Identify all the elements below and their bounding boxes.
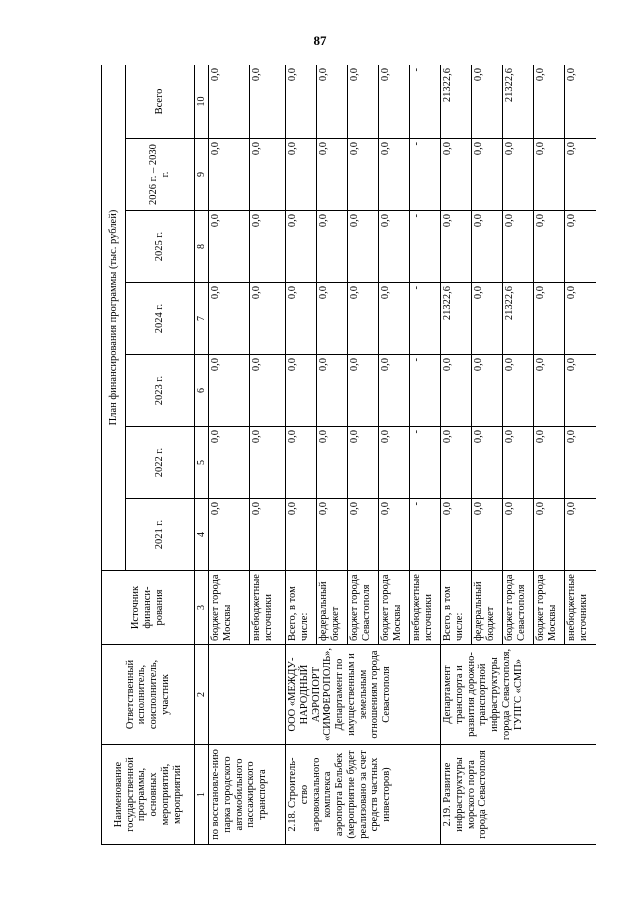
value-cell: 0,0 [565, 499, 597, 571]
value-cell: 0,0 [286, 355, 317, 427]
value-cell: 0,0 [565, 355, 597, 427]
value-cell: 0,0 [379, 499, 410, 571]
financing-table [101, 65, 596, 845]
value-cell: 21322,6 [441, 283, 472, 355]
value-cell: 0,0 [317, 139, 348, 211]
value-cell: 0,0 [441, 139, 472, 211]
header-plan: План финансирования программы (тыс. рублей) [102, 65, 126, 571]
value-cell: 0,0 [503, 427, 534, 499]
value-cell: 0,0 [441, 427, 472, 499]
value-cell: 0,0 [209, 499, 250, 571]
value-cell: 0,0 [317, 355, 348, 427]
header-year-2023: 2023 г. [126, 355, 195, 427]
value-cell: 0,0 [348, 283, 379, 355]
value-cell: 0,0 [250, 283, 286, 355]
column-number: 7 [195, 283, 209, 355]
value-cell: 0,0 [441, 499, 472, 571]
value-cell: 0,0 [379, 283, 410, 355]
header-source: Источник финанси-рования [102, 571, 195, 645]
value-cell: 0,0 [472, 427, 503, 499]
column-number: 8 [195, 211, 209, 283]
value-cell: 0,0 [565, 139, 597, 211]
value-cell: 0,0 [209, 355, 250, 427]
table-row [209, 65, 250, 845]
value-cell: 0,0 [379, 355, 410, 427]
page-number: 87 [313, 33, 327, 48]
value-cell: 0,0 [348, 211, 379, 283]
source-cell: федеральный бюджет [472, 571, 503, 645]
value-cell: 0,0 [534, 65, 565, 139]
value-cell: 0,0 [348, 65, 379, 139]
column-number: 5 [195, 427, 209, 499]
value-cell: 0,0 [379, 139, 410, 211]
source-cell: бюджет города Москвы [379, 571, 410, 645]
value-cell: 0,0 [209, 139, 250, 211]
source-cell: Всего, в том числе: [441, 571, 472, 645]
column-number: 9 [195, 139, 209, 211]
value-cell: 0,0 [286, 139, 317, 211]
value-cell: 0,0 [503, 139, 534, 211]
value-cell: 0,0 [534, 427, 565, 499]
value-cell: 0,0 [209, 211, 250, 283]
value-cell: 0,0 [250, 65, 286, 139]
value-cell: - [410, 283, 441, 355]
value-cell: 0,0 [286, 211, 317, 283]
value-cell: 0,0 [348, 355, 379, 427]
value-cell: 0,0 [286, 427, 317, 499]
executor-cell [209, 645, 286, 745]
value-cell: 0,0 [286, 65, 317, 139]
source-cell: бюджет города Москвы [209, 571, 250, 645]
value-cell: 0,0 [472, 65, 503, 139]
value-cell: 0,0 [565, 65, 597, 139]
value-cell: 0,0 [317, 211, 348, 283]
value-cell: 0,0 [534, 283, 565, 355]
executor-cell: Департамент транспорта и развития дорожно-транспортной инфраструктуры города Севастополя, ГУПГС «СМП» [441, 645, 597, 745]
header-year-2025: 2025 г. [126, 211, 195, 283]
value-cell: 0,0 [534, 211, 565, 283]
measure-name-cell: 2.19. Развитие инфраструктуры морского порта города Севастополя [441, 745, 597, 845]
value-cell: 0,0 [503, 211, 534, 283]
header-year-2024: 2024 г. [126, 283, 195, 355]
column-number: 1 [195, 745, 209, 845]
value-cell: 0,0 [348, 427, 379, 499]
value-cell: 0,0 [534, 355, 565, 427]
column-number: 4 [195, 499, 209, 571]
value-cell: 0,0 [317, 427, 348, 499]
header-year-2022: 2022 г. [126, 427, 195, 499]
value-cell: 21322,6 [441, 65, 472, 139]
table-row [441, 65, 472, 845]
value-cell: - [410, 427, 441, 499]
value-cell: - [410, 499, 441, 571]
rotated-table-frame [101, 65, 596, 845]
value-cell: 0,0 [209, 65, 250, 139]
value-cell: 0,0 [317, 283, 348, 355]
value-cell: 0,0 [348, 139, 379, 211]
value-cell: 0,0 [503, 355, 534, 427]
header-total: Всего [126, 65, 195, 139]
value-cell: 0,0 [565, 427, 597, 499]
column-number: 6 [195, 355, 209, 427]
value-cell: - [410, 355, 441, 427]
column-number: 2 [195, 645, 209, 745]
value-cell: 21322,6 [503, 283, 534, 355]
value-cell: 0,0 [250, 211, 286, 283]
rotated-table-container [101, 65, 596, 845]
value-cell: 0,0 [441, 211, 472, 283]
value-cell: 0,0 [250, 499, 286, 571]
value-cell: 0,0 [503, 499, 534, 571]
value-cell: - [410, 211, 441, 283]
value-cell: - [410, 65, 441, 139]
value-cell: 0,0 [209, 427, 250, 499]
column-number: 10 [195, 65, 209, 139]
source-cell: внебюджетные источники [250, 571, 286, 645]
value-cell: 0,0 [250, 355, 286, 427]
header-year-2026-2030: 2026 г. – 2030 г. [126, 139, 195, 211]
header-name: Наименование государственной программы, основных мероприятий, мероприятий [102, 745, 195, 845]
value-cell: 0,0 [534, 139, 565, 211]
source-cell: федеральный бюджет [317, 571, 348, 645]
source-cell: внебюджетные источники [565, 571, 597, 645]
value-cell: 0,0 [472, 283, 503, 355]
value-cell: 0,0 [472, 211, 503, 283]
source-cell: бюджет города Севастополя [503, 571, 534, 645]
column-number: 3 [195, 571, 209, 645]
measure-name-cell: по восстановле-нию парка городского автомобильного пассажирского транспорта [209, 745, 286, 845]
measure-name-cell: 2.18. Строитель-ство аэровокзального комплекса аэропорта Бельбек (мероприятие будет реализовано за счет средств частных инвесторов) [286, 745, 441, 845]
source-cell: внебюджетные источники [410, 571, 441, 645]
source-cell: Всего, в том числе: [286, 571, 317, 645]
value-cell: 0,0 [534, 499, 565, 571]
table-row [286, 65, 317, 845]
executor-cell: ООО «МЕЖДУ-НАРОДНЫЙ АЭРОПОРТ «СИМФЕРОПОЛЬ», Департамент по имущественным и земельным отношениям города Севастополя [286, 645, 441, 745]
value-cell: - [410, 139, 441, 211]
value-cell: 21322,6 [503, 65, 534, 139]
value-cell: 0,0 [250, 139, 286, 211]
value-cell: 0,0 [317, 65, 348, 139]
header-executor: Ответственный исполнитель, соисполнитель, участник [102, 645, 195, 745]
value-cell: 0,0 [565, 283, 597, 355]
value-cell: 0,0 [379, 65, 410, 139]
value-cell: 0,0 [286, 283, 317, 355]
value-cell: 0,0 [250, 427, 286, 499]
value-cell: 0,0 [317, 499, 348, 571]
source-cell: бюджет города Севастополя [348, 571, 379, 645]
value-cell: 0,0 [441, 355, 472, 427]
value-cell: 0,0 [472, 499, 503, 571]
value-cell: 0,0 [209, 283, 250, 355]
source-cell: бюджет города Москвы [534, 571, 565, 645]
value-cell: 0,0 [565, 211, 597, 283]
value-cell: 0,0 [472, 139, 503, 211]
value-cell: 0,0 [472, 355, 503, 427]
value-cell: 0,0 [379, 211, 410, 283]
value-cell: 0,0 [379, 427, 410, 499]
header-year-2021: 2021 г. [126, 499, 195, 571]
value-cell: 0,0 [348, 499, 379, 571]
value-cell: 0,0 [286, 499, 317, 571]
